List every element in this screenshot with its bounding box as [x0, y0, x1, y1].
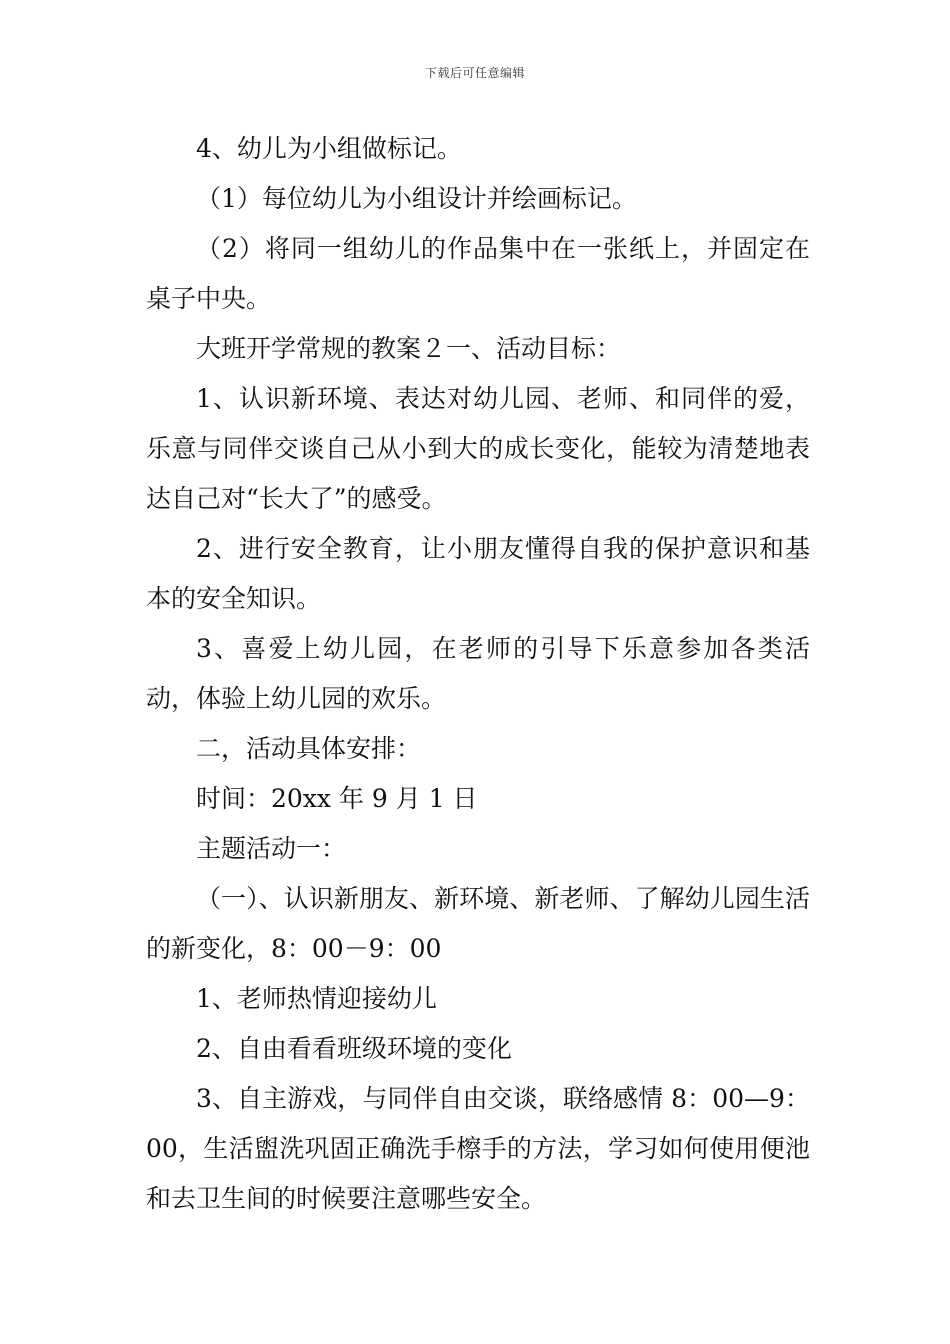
paragraph-arrangement-heading: 二，活动具体安排：: [196, 734, 422, 763]
paragraph-step-1: 1、老师热情迎接幼儿: [196, 984, 437, 1013]
paragraph-collect-works: （2）将同一组幼儿的作品集中在一张纸上，并固定在桌子中央。: [146, 234, 810, 313]
paragraph-goal-3: 3、喜爱上幼儿园，在老师的引导下乐意参加各类活动，体验上幼儿园的欢乐。: [146, 634, 810, 713]
paragraph-goal-1: 1、认识新环境、表达对幼儿园、老师、和同伴的爱，乐意与同伴交谈自己从小到大的成长变化，能较为清楚地表达自己对“长大了”的感受。: [146, 384, 810, 513]
page-header: 下载后可任意编辑: [424, 66, 525, 80]
paragraph-step-3: 3、自主游戏，与同伴自由交谈，联络感情 8：00—9：00，生活盥洗巩固正确洗手檫手的方法，学习如何使用便池和去卫生间的时候要注意哪些安全。: [146, 1084, 810, 1213]
paragraph-design-mark: （1）每位幼儿为小组设计并绘画标记。: [196, 184, 637, 213]
document-body: [146, 124, 810, 1224]
paragraph-time: 时间：20xx 年 9 月 1 日: [196, 784, 478, 813]
paragraph-theme-heading: 主题活动一：: [196, 834, 347, 863]
paragraph-goal-2: 2、进行安全教育，让小朋友懂得自我的保护意识和基本的安全知识。: [146, 534, 810, 613]
paragraph-lesson-title: 大班开学常规的教案２一、活动目标：: [196, 334, 622, 363]
paragraph-marking: 4、幼儿为小组做标记。: [196, 134, 462, 163]
paragraph-section-one: （一）、认识新朋友、新环境、新老师、了解幼儿园生活的新变化，8：00－9：00: [146, 884, 810, 963]
paragraph-step-2: 2、自由看看班级环境的变化: [196, 1034, 512, 1063]
